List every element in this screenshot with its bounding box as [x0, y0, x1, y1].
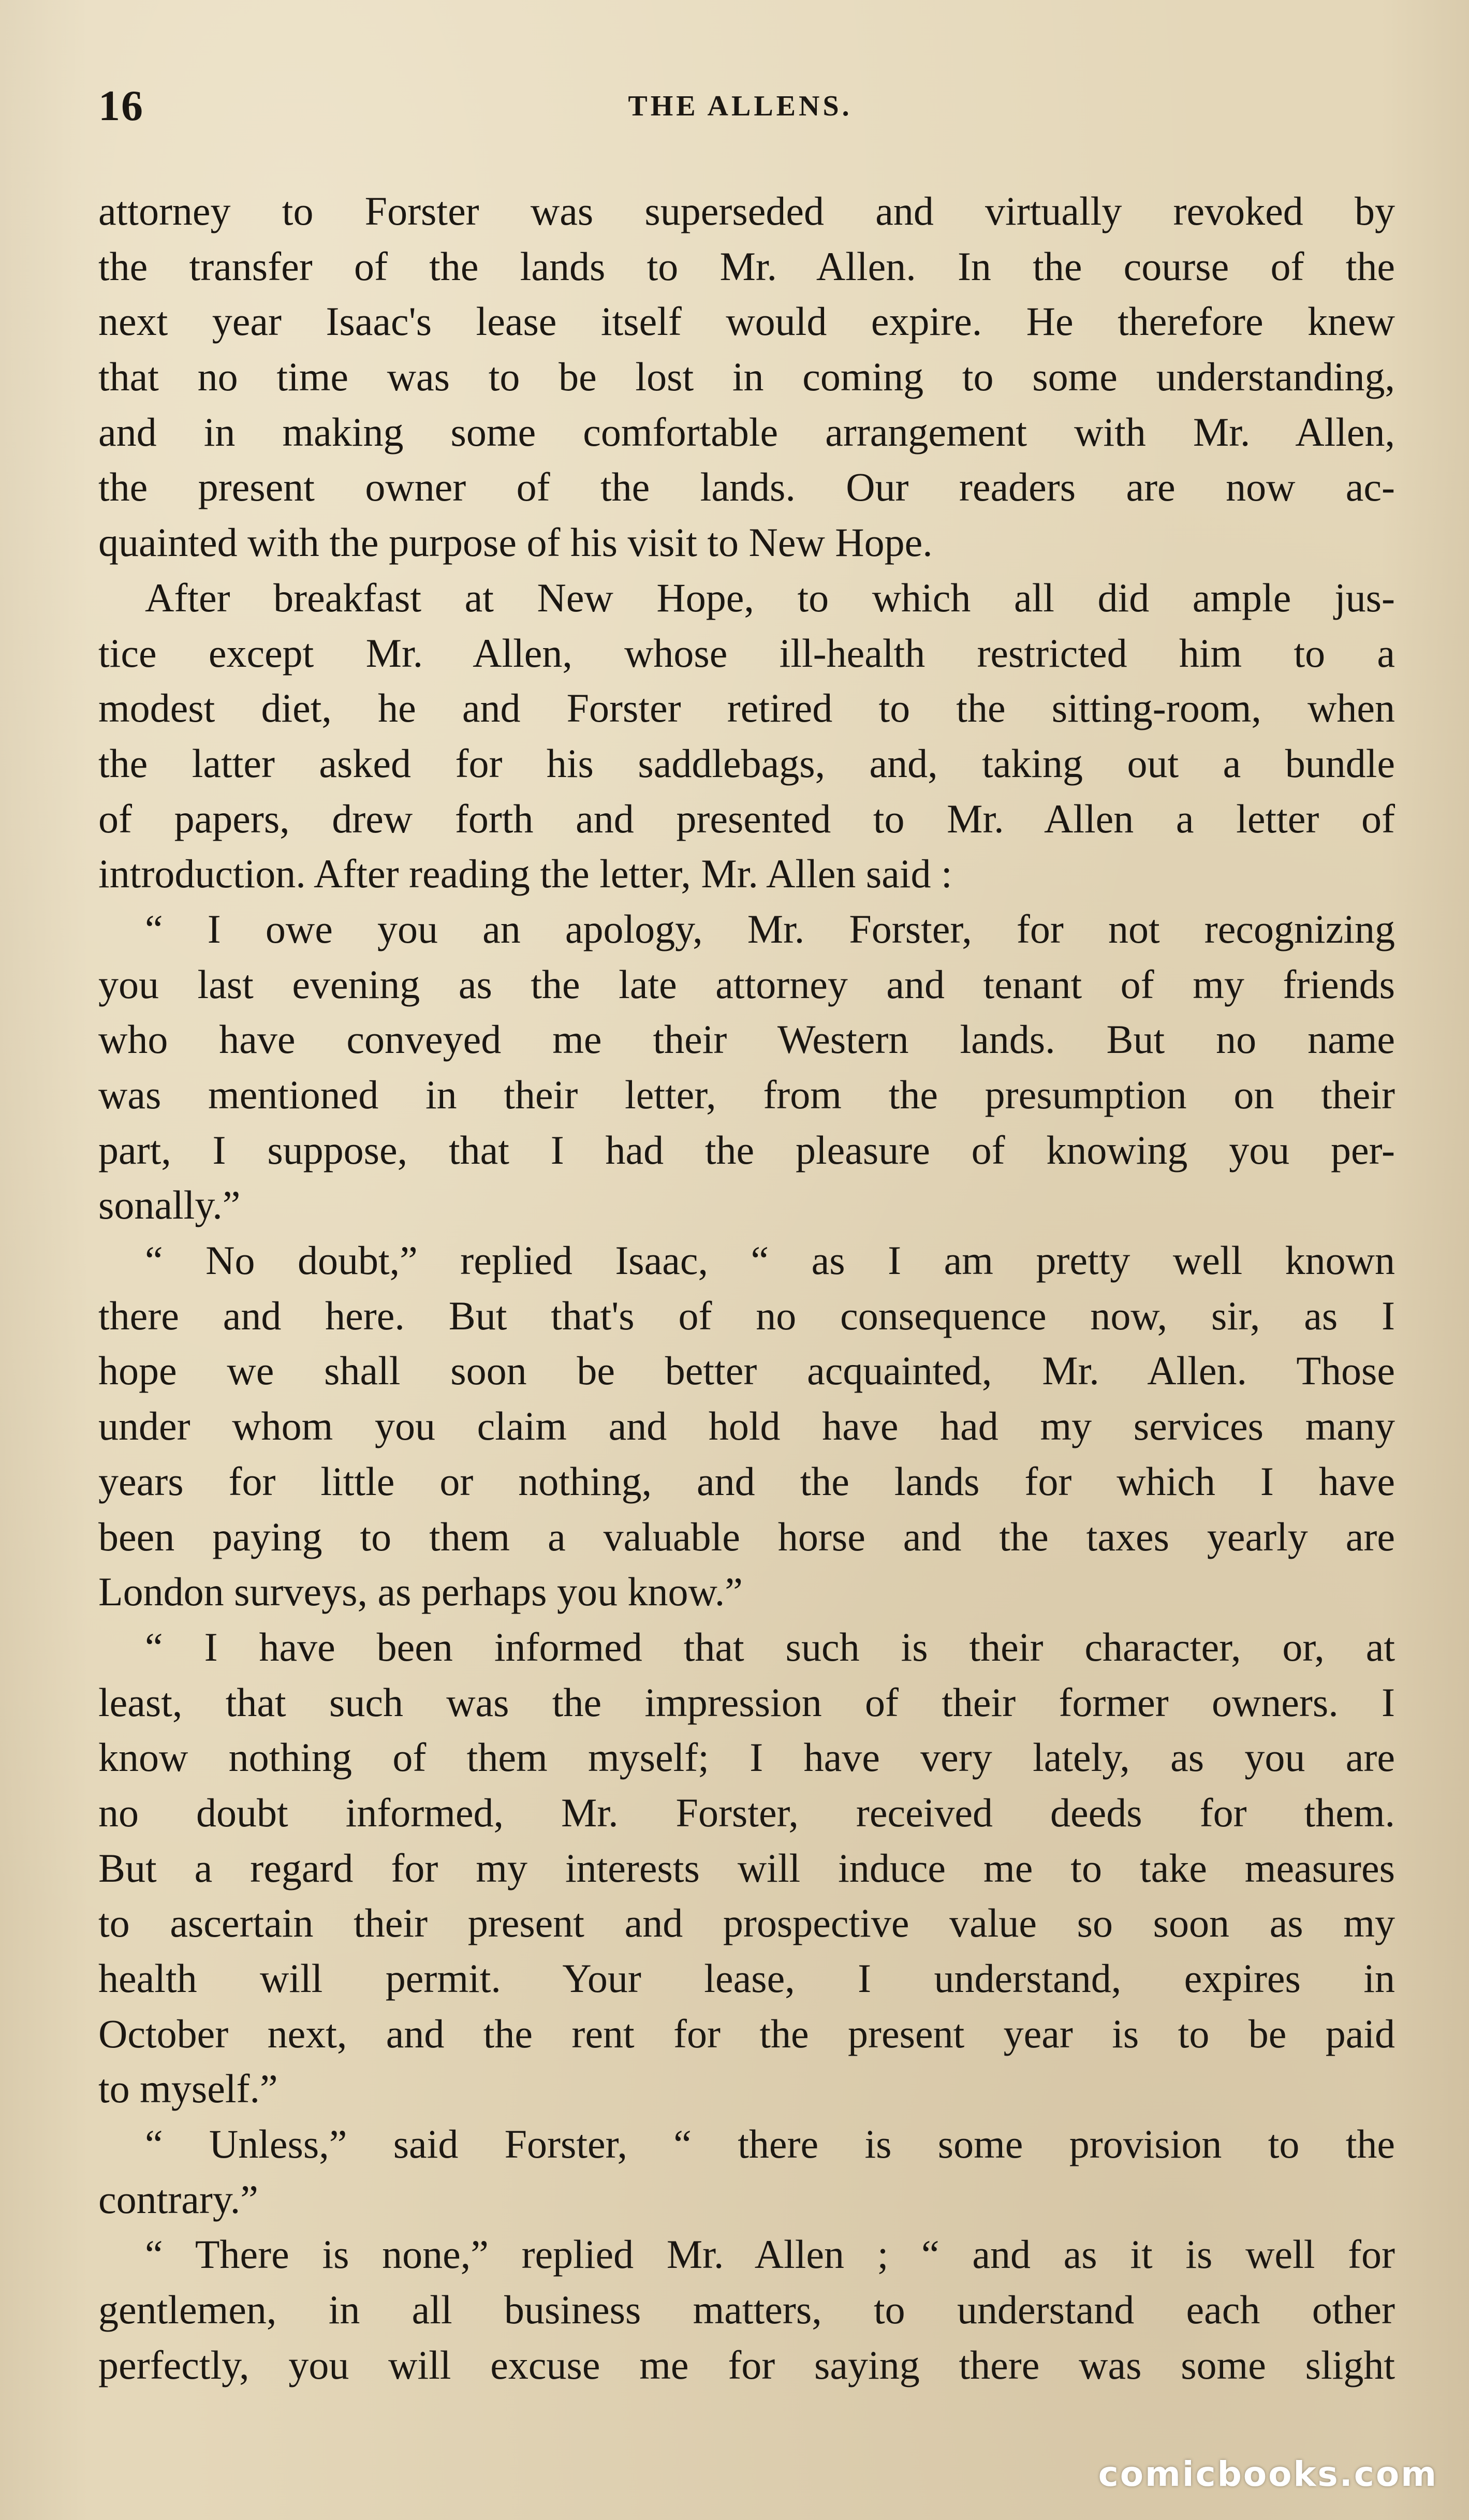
text-line: “ I owe you an apology, Mr. Forster, for not recognizing — [145, 906, 1395, 951]
text-line: hope we shall soon be better acquainted, Mr. Allen. Those — [98, 1348, 1395, 1394]
text-line: the present owner of the lands. Our readers are now ac- — [98, 464, 1395, 510]
text-line: October next, and the rent for the present year is to be paid — [98, 2011, 1395, 2056]
text-line: “ There is none,” replied Mr. Allen ; “ and as it is well for — [145, 2232, 1395, 2277]
text-line: introduction. After reading the letter, Mr. Allen said : — [98, 851, 952, 897]
text-line: of papers, drew forth and presented to Mr. Allen a letter of — [98, 796, 1395, 841]
text-line: modest diet, he and Forster retired to the sitting-room, when — [98, 685, 1395, 731]
text-line: tice except Mr. Allen, whose ill-health restricted him to a — [98, 630, 1395, 676]
text-line: quainted with the purpose of his visit to New Hope. — [98, 520, 933, 565]
text-line: to myself.” — [98, 2066, 278, 2112]
text-line: you last evening as the late attorney and tenant of my friends — [98, 961, 1395, 1007]
text-line: the transfer of the lands to Mr. Allen. In the course of the — [98, 243, 1395, 289]
text-line: “ No doubt,” replied Isaac, “ as I am pretty well known — [145, 1238, 1395, 1283]
text-line: After breakfast at New Hope, to which all did ample jus- — [145, 575, 1395, 620]
text-line: to ascertain their present and prospective value so soon as my — [98, 1900, 1395, 1946]
text-line: “ I have been informed that such is their character, or, at — [145, 1624, 1395, 1669]
body-text — [98, 184, 1395, 2393]
text-line: there and here. But that's of no consequence now, sir, as I — [98, 1293, 1395, 1338]
text-line: that no time was to be lost in coming to some understanding, — [98, 354, 1395, 400]
watermark: comicbooks.com — [1098, 2454, 1438, 2494]
text-line: health will permit. Your lease, I understand, expires in — [98, 1956, 1395, 2001]
text-line: London surveys, as perhaps you know.” — [98, 1569, 743, 1615]
text-line: no doubt informed, Mr. Forster, received deeds for them. — [98, 1790, 1395, 1835]
text-line: know nothing of them myself; I have very lately, as you are — [98, 1735, 1395, 1780]
text-line: gentlemen, in all business matters, to understand each other — [98, 2287, 1395, 2333]
text-line: But a regard for my interests will induce me to take measures — [98, 1845, 1395, 1891]
text-line: been paying to them a valuable horse and the taxes yearly are — [98, 1514, 1395, 1559]
text-line: perfectly, you will excuse me for saying there was some slight — [98, 2342, 1395, 2387]
text-line: sonally.” — [98, 1182, 241, 1228]
text-line: “ Unless,” said Forster, “ there is some provision to the — [145, 2121, 1395, 2167]
text-line: and in making some comfortable arrangement with Mr. Allen, — [98, 409, 1395, 455]
text-line: part, I suppose, that I had the pleasure of knowing you per- — [98, 1127, 1395, 1173]
text-line: was mentioned in their letter, from the presumption on their — [98, 1072, 1395, 1117]
running-title: THE ALLENS. — [628, 90, 853, 122]
page-number: 16 — [98, 82, 144, 130]
text-line: the latter asked for his saddlebags, and, taking out a bundle — [98, 740, 1395, 786]
text-line: under whom you claim and hold have had my services many — [98, 1403, 1395, 1449]
text-line: contrary.” — [98, 2176, 258, 2222]
text-line: next year Isaac's lease itself would expire. He therefore knew — [98, 299, 1395, 344]
text-line: least, that such was the impression of their former owners. I — [98, 1679, 1395, 1725]
text-line: who have conveyed me their Western lands. But no name — [98, 1017, 1395, 1062]
text-line: years for little or nothing, and the lands for which I have — [98, 1458, 1395, 1504]
running-head — [78, 78, 1403, 135]
text-line: attorney to Forster was superseded and virtually revoked by — [98, 188, 1395, 233]
